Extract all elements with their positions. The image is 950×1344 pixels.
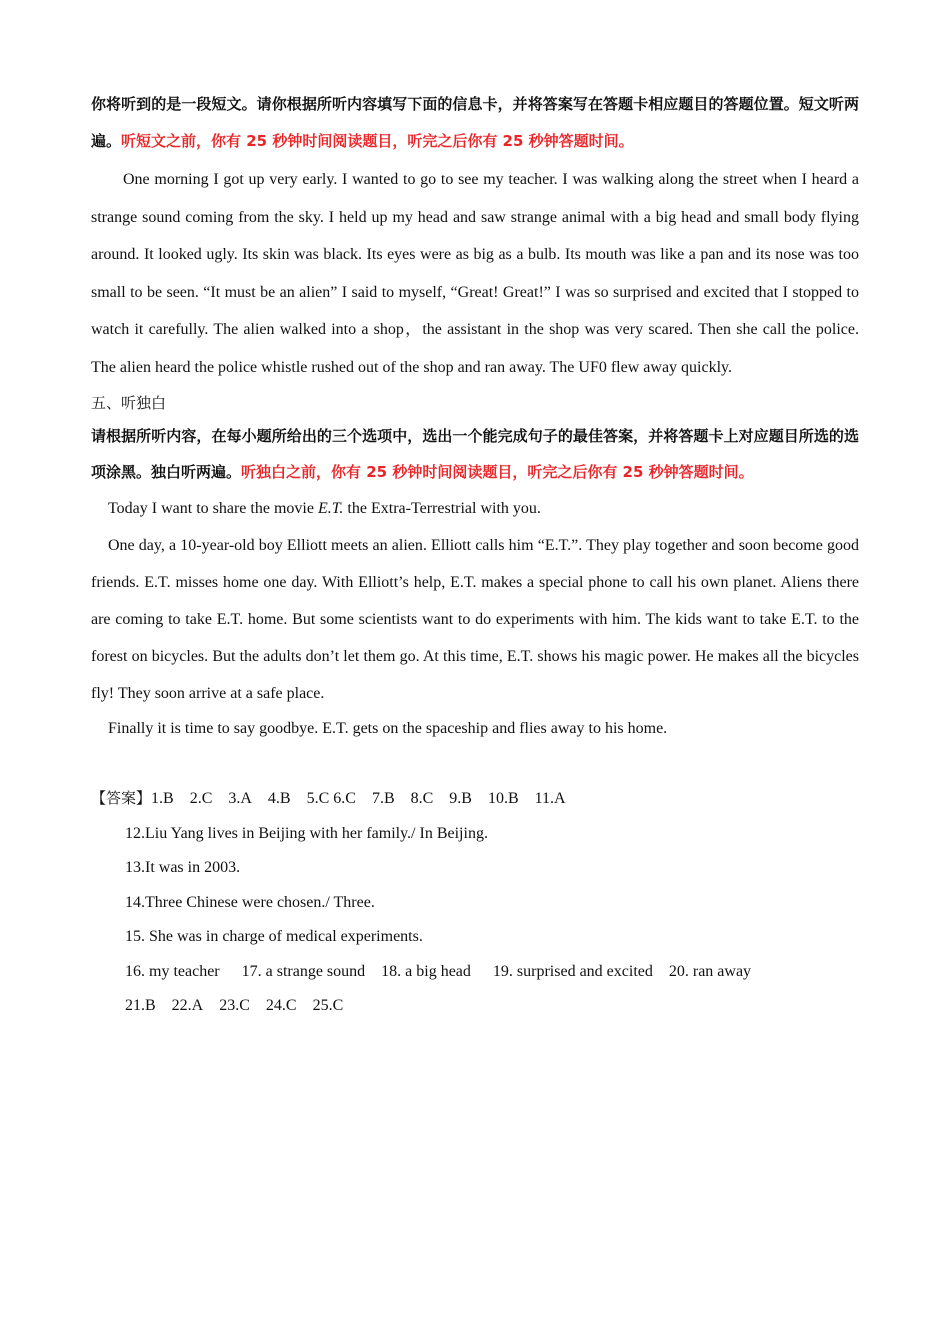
section5-intro xyxy=(91,490,859,527)
answer-item: 22.A xyxy=(171,997,204,1014)
section5-instruction xyxy=(91,418,859,490)
answer-key xyxy=(91,781,859,1024)
answer-item: 2.C xyxy=(189,790,213,807)
answer-item: 25.C xyxy=(312,997,344,1014)
answer-item: 24.C xyxy=(265,997,297,1014)
answer-15: 15. She was in charge of medical experiments. xyxy=(125,928,423,945)
answer-item: 3.A xyxy=(228,790,252,807)
section5-instruction-text: 请根据所听内容，在每小题所给出的三个选项中，选出一个能完成句子的最佳答案，并将答题卡上对应题目所选的选项涂黑。独白听两遍。 xyxy=(91,427,859,481)
answer-12: 12.Liu Yang lives in Beijing with her family./ In Beijing. xyxy=(125,824,488,842)
section4-instruction xyxy=(91,86,859,160)
section4-time-note: 听短文之前，你有 25 秒钟时间阅读题目，听完之后你有 25 秒钟答题时间。 xyxy=(121,132,634,150)
answer-row-16-20 xyxy=(91,955,859,990)
answer-item: 8.C xyxy=(410,790,434,807)
answer-13: 13.It was in 2003. xyxy=(125,859,241,876)
intro-before: Today I want to share the movie xyxy=(108,500,318,517)
intro-after: the Extra-Terrestrial with you. xyxy=(343,500,541,517)
section5-paragraph: One day, a 10-year-old boy Elliott meets an alien. Elliott calls him “E.T.”. They play together and soon become good friends. E.T. misses home one day. With Elliott’s help, E.T. makes a special phone to call his own planet. Aliens there are coming to take E.T. home. But some scientists want to do experiments with him. The kids want to take E.T. to the forest on bicycles. But the adults don’t let them go. At this time, E.T. shows his magic power. He makes all the bicycles fly! They soon arrive at a safe place. xyxy=(91,537,859,702)
answer-item: 23.C xyxy=(219,997,250,1014)
answer-row-1 xyxy=(91,781,859,817)
answer-item: 5.C 6.C xyxy=(306,790,356,807)
answer-item: 1.B xyxy=(151,790,174,807)
answer-item: 16. my teacher xyxy=(125,962,220,980)
section5-time-note: 听独白之前，你有 25 秒钟时间阅读题目，听完之后你有 25 秒钟答题时间。 xyxy=(241,463,754,481)
answer-14: 14.Three Chinese were chosen./ Three. xyxy=(125,893,375,911)
answer-item: 11.A xyxy=(534,790,566,807)
section4-passage: One morning I got up very early. I wanted to go to see my teacher. I was walking along the street when I heard a strange sound coming from the sky. I held up my head and saw strange animal with a big head and small body flying around. It looked ugly. Its skin was black. Its eyes were as big as a bulb. Its mouth was like a pan and its nose was too small to be seen. “It must be an alien” I said to myself, “Great! Great!” I was so surprised and excited that I stopped to watch it carefully. The alien walked into a shop，the assistant in the shop was very scared. Then she call the police. The alien heard the police whistle rushed out of the shop and ran away. The UF0 flew away quickly. xyxy=(91,171,859,376)
answer-item: 18. a big head xyxy=(381,962,471,980)
section5-closing: Finally it is time to say goodbye. E.T. gets on the spaceship and flies away to his home. xyxy=(108,720,668,737)
answer-item: 9.B xyxy=(449,790,472,807)
section5-heading: 五、听独白 xyxy=(91,394,167,412)
answer-item: 19. surprised and excited xyxy=(492,962,653,980)
answer-item: 10.B xyxy=(487,790,519,807)
section4-instruction-text: 你将听到的是一段短文。请你根据所听内容填写下面的信息卡，并将答案写在答题卡相应题目的答题位置。短文听两遍。 xyxy=(91,95,859,150)
document-page xyxy=(91,86,859,1024)
answer-item: 21.B xyxy=(125,997,156,1014)
answer-item: 20. ran away xyxy=(668,962,752,980)
answer-item: 4.B xyxy=(267,790,291,807)
movie-title: E.T. xyxy=(317,500,344,517)
answer-label: 【答案】 xyxy=(91,789,152,807)
answer-item: 7.B xyxy=(371,790,395,807)
answer-row-21-25 xyxy=(91,989,859,1024)
answer-item: 17. a strange sound xyxy=(241,962,366,980)
